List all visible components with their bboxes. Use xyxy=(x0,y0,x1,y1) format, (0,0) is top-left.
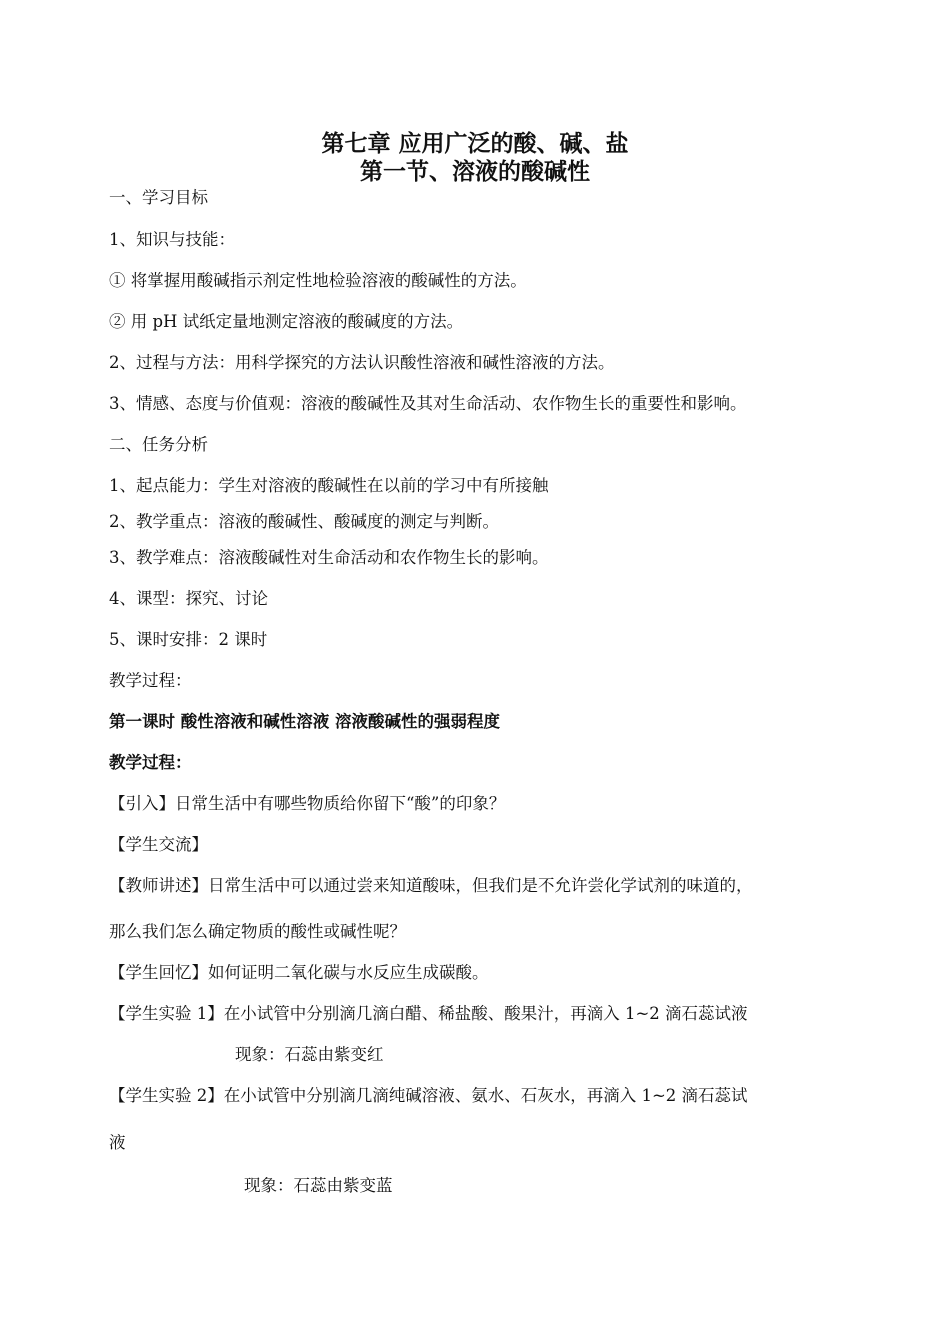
task-starting-ability: 1、起点能力：学生对溶液的酸碱性在以前的学习中有所接触 xyxy=(109,476,549,495)
teacher-explanation: 【教师讲述】日常生活中可以通过尝来知道酸味，但我们是不允许尝化学试剂的味道的， xyxy=(109,876,753,895)
teacher-explanation-cont: 那么我们怎么确定物质的酸性或碱性呢？ xyxy=(109,922,406,941)
experiment-1: 【学生实验 1】在小试管中分别滴几滴白醋、稀盐酸、酸果汁，再滴入 1~2 滴石蕊试液 xyxy=(109,1004,748,1023)
experiment-1-result: 现象：石蕊由紫变红 xyxy=(235,1045,384,1064)
goal-attitude-values: 3、情感、态度与价值观：溶液的酸碱性及其对生命活动、农作物生长的重要性和影响。 xyxy=(109,394,747,413)
task-lesson-type: 4、课型：探究、讨论 xyxy=(109,589,268,608)
task-difficult-points: 3、教学难点：溶液酸碱性对生命活动和农作物生长的影响。 xyxy=(109,548,549,567)
goal-item-2: ② 用 pH 试纸定量地测定溶液的酸碱度的方法。 xyxy=(109,312,464,331)
experiment-2: 【学生实验 2】在小试管中分别滴几滴纯碱溶液、氨水、石灰水，再滴入 1~2 滴石蕊试 xyxy=(109,1086,748,1105)
heading-task-analysis: 二、任务分析 xyxy=(109,435,208,454)
teaching-process-label: 教学过程： xyxy=(109,753,192,772)
experiment-2-result: 现象：石蕊由紫变蓝 xyxy=(244,1176,393,1195)
goal-item-1: ① 将掌握用酸碱指示剂定性地检验溶液的酸碱性的方法。 xyxy=(109,271,527,290)
experiment-2-cont: 液 xyxy=(109,1133,126,1152)
section-title: 第一节、溶液的酸碱性 xyxy=(360,158,590,185)
task-schedule: 5、课时安排：2 课时 xyxy=(109,630,268,649)
chapter-title: 第七章 应用广泛的酸、碱、盐 xyxy=(321,130,629,157)
heading-teaching-process: 教学过程： xyxy=(109,671,192,690)
heading-learning-goals: 一、学习目标 xyxy=(109,188,208,207)
goal-knowledge-skills: 1、知识与技能： xyxy=(109,230,235,249)
task-key-points: 2、教学重点：溶液的酸碱性、酸碱度的测定与判断。 xyxy=(109,512,499,531)
student-discussion: 【学生交流】 xyxy=(109,835,208,854)
intro-paragraph: 【引入】日常生活中有哪些物质给你留下“酸”的印象？ xyxy=(109,794,506,813)
goal-process-method: 2、过程与方法：用科学探究的方法认识酸性溶液和碱性溶液的方法。 xyxy=(109,353,615,372)
lesson-one-heading: 第一课时 酸性溶液和碱性溶液 溶液酸碱性的强弱程度 xyxy=(109,712,500,731)
student-recall: 【学生回忆】如何证明二氧化碳与水反应生成碳酸。 xyxy=(109,963,489,982)
